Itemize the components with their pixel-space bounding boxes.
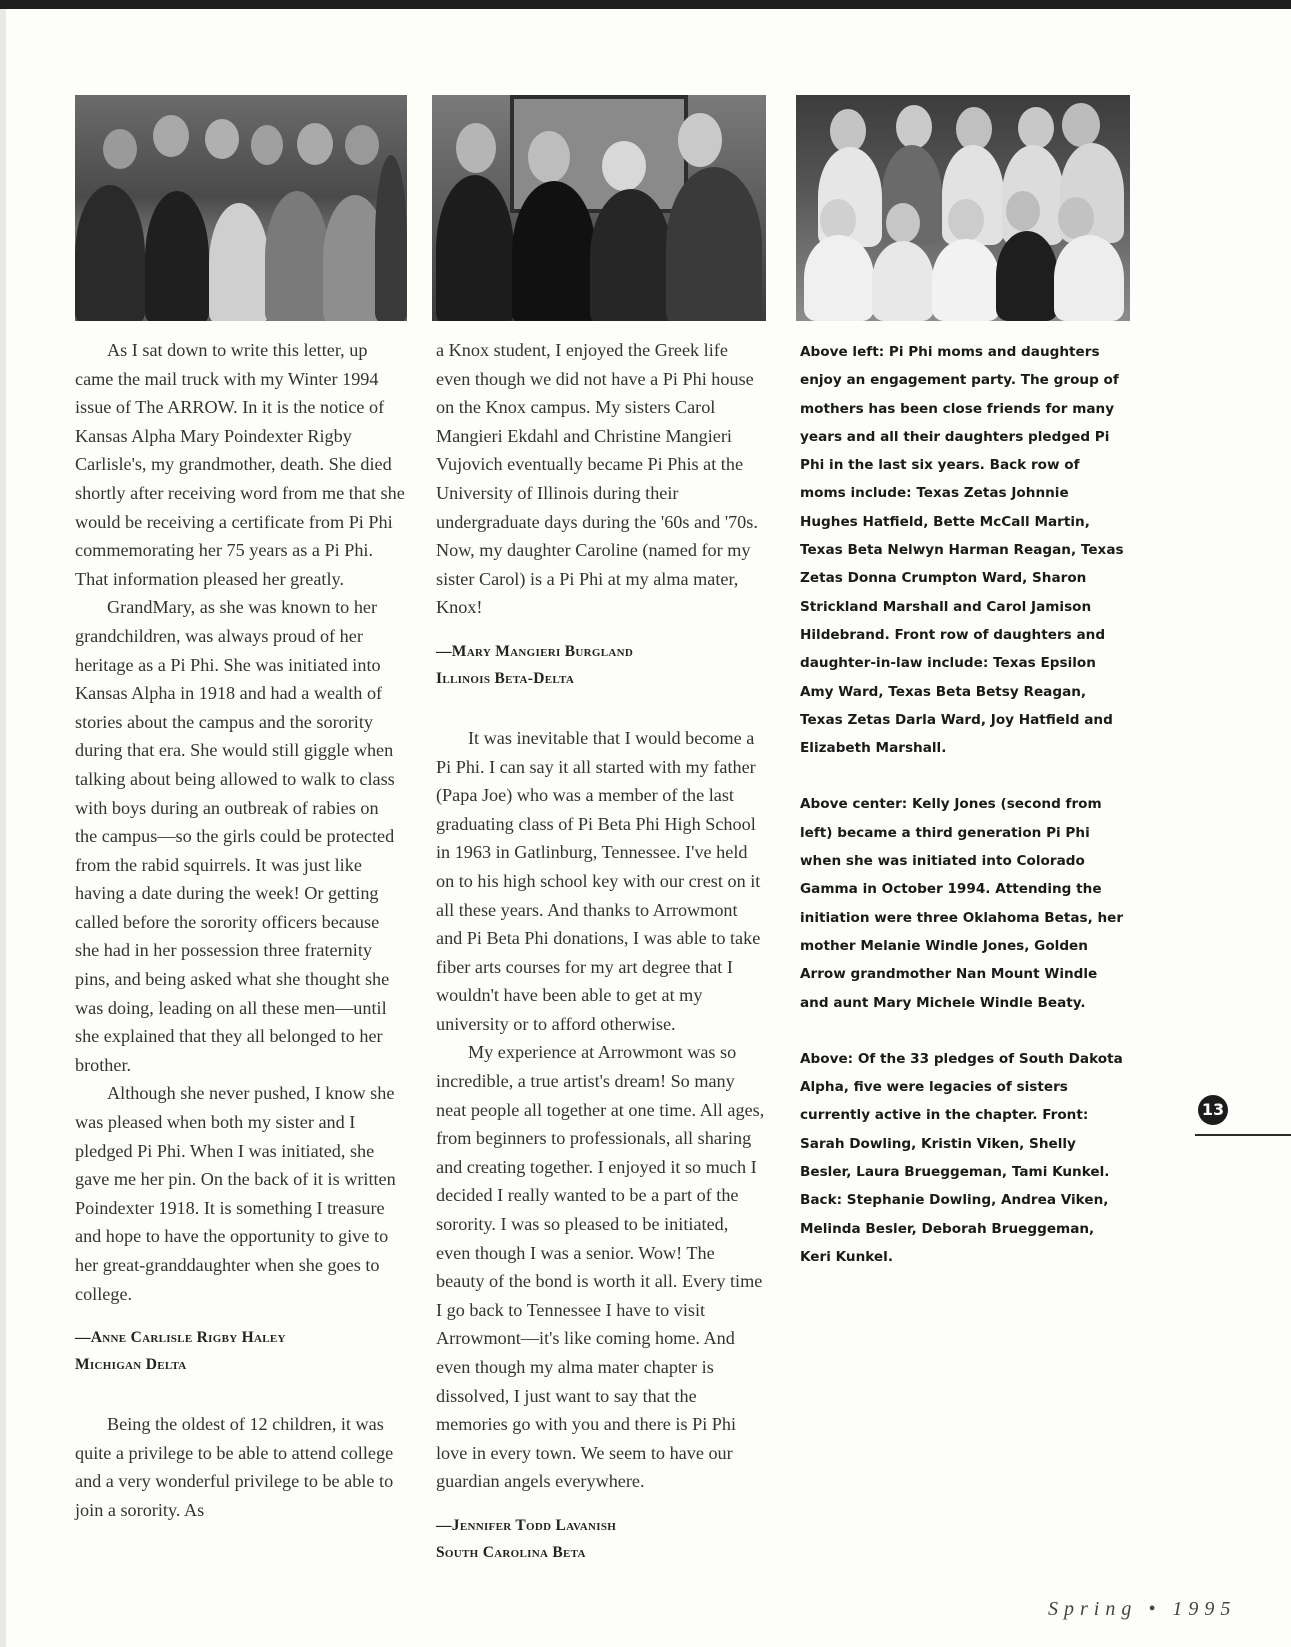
photo-captions-column: [800, 338, 1125, 1271]
body-paragraph: It was inevitable that I would become a Pi Phi. I can say it all started with my father (Papa Joe) who was a member of the last graduating class of Pi Beta Phi High School in 1963 in Gatlinburg, Tennessee. I've held on to his high school key with our crest on it all these years. And thanks to Arrowmont and Pi Beta Phi donations, I was able to take fiber arts courses for my art degree that I wouldn't have been able to get at my university or to afford otherwise.: [436, 727, 761, 1034]
body-paragraph: Although she never pushed, I know she was pleased when both my sister and I pledged Pi Phi. When I was initiated, she gave me her pin. On the back of it is written Poindexter 1918. It is something I treasure and hope to have the opportunity to give to her great-granddaughter when she goes to college.: [75, 1083, 396, 1304]
caption-center: Above center: Kelly Jones (second from left) became a third generation Pi Phi when she was initiated into Colorado Gamma in October 1994. Attending the initiation were three Oklahoma Betas, her mother Melanie Windle Jones, Golden Arrow grandmother Nan Mount Windle and aunt Mary Michele Windle Beaty.: [800, 796, 1124, 1011]
body-paragraph: My experience at Arrowmont was so incredible, a true artist's dream! So many neat people all together at one time. All ages, from beginners to professionals, all sharing and creating together. I enjoyed it so much I decided I really wanted to be a part of the sorority. I was so pleased to be initiated, even though I was a senior. Wow! The beauty of the bond is worth it all. Every time I go back to Tennessee I have to visit Arrowmont—it's like coming home. And even though my alma mater chapter is dissolved, I just want to say that the memories go with you and there is Pi Phi love in every town. We seem to have our guardian angels everywhere.: [436, 1042, 765, 1492]
photo-south-dakota-alpha-legacies: [796, 95, 1130, 321]
caption-left: Above left: Pi Phi moms and daughters enjoy an engagement party. The group of mothers has been close friends for many years and all their daughters pledged Pi Phi in the last six years. Back row of moms include: Texas Zetas Johnnie Hughes Hatfield, Bette McCall Martin, Texas Beta Nelwyn Harman Reagan, Texas Zetas Donna Crumpton Ward, Sharon Strickland Marshall and Carol Jamison Hildebrand. Front row of daughters and daughter-in-law include: Texas Epsilon Amy Ward, Texas Beta Betsy Reagan, Texas Zetas Darla Ward, Joy Hatfield and Elizabeth Marshall.: [800, 344, 1124, 757]
body-paragraph: a Knox student, I enjoyed the Greek life even though we did not have a Pi Phi house on the Knox campus. My sisters Carol Mangieri Ekdahl and Christine Mangieri Vujovich eventually became Pi Phis at the University of Illinois during their undergraduate days during the '60s and '70s. Now, my daughter Caroline (named for my sister Carol) is a Pi Phi at my alma mater, Knox!: [436, 340, 758, 618]
signature-name: —Anne Carlisle Rigby Haley: [75, 1329, 286, 1347]
letter-column-center: [436, 336, 766, 1566]
signature-name: —Mary Mangieri Burgland: [436, 642, 634, 660]
signature: [436, 638, 766, 692]
issue-footer: Spring • 1995: [1048, 1598, 1237, 1620]
signature: [75, 1324, 405, 1378]
photo-moms-and-daughters: [75, 95, 407, 321]
body-paragraph: Being the oldest of 12 children, it was quite a privilege to be able to attend college and a very wonderful privilege to be able to join a sorority. As: [75, 1414, 394, 1520]
body-paragraph: GrandMary, as she was known to her grandchildren, was always proud of her heritage as a Pi Phi. She was initiated into Kansas Alpha in 1918 and had a wealth of stories about the campus and the sorority during that era. She would still giggle when talking about being allowed to walk to class with boys during an outbreak of rabies on the campus—so the girls could be protected from the rabid squirrels. It was just like having a date during the week! Or getting called before the sorority officers because she had in her possession three fraternity pins, and being asked what she thought she was doing, leading on all these men—until she explained that they all belonged to her brother.: [75, 597, 395, 1075]
signature-chapter: Michigan Delta: [75, 1356, 187, 1374]
signature-chapter: South Carolina Beta: [436, 1543, 586, 1561]
signature: [436, 1512, 766, 1566]
page-number-badge: 13: [1198, 1095, 1228, 1125]
letter-column-left: [75, 336, 405, 1525]
caption-right: Above: Of the 33 pledges of South Dakota Alpha, five were legacies of sisters currently active in the chapter. Front: Sarah Dowling, Kristin Viken, Shelly Besler, Laura Brueggeman, Tami Kunkel. Back: Stephanie Dowling, Andrea Viken, Melinda Besler, Deborah Brueggeman, Keri Kunkel.: [800, 1050, 1123, 1265]
top-border: [0, 0, 1291, 9]
body-paragraph: As I sat down to write this letter, up came the mail truck with my Winter 1994 issue of The ARROW. In it is the notice of Kansas Alpha Mary Poindexter Rigby Carlisle's, my grandmother, death. She died shortly after receiving word from me that she would be receiving a certificate from Pi Phi commemorating her 75 years as a Pi Phi. That information pleased her greatly.: [75, 340, 405, 589]
signature-name: —Jennifer Todd Lavanish: [436, 1516, 617, 1534]
page-number-rule: [1195, 1134, 1291, 1136]
page-edge: [0, 0, 6, 1647]
photo-kelly-jones-initiation: [432, 95, 766, 321]
signature-chapter: Illinois Beta-Delta: [436, 669, 575, 687]
